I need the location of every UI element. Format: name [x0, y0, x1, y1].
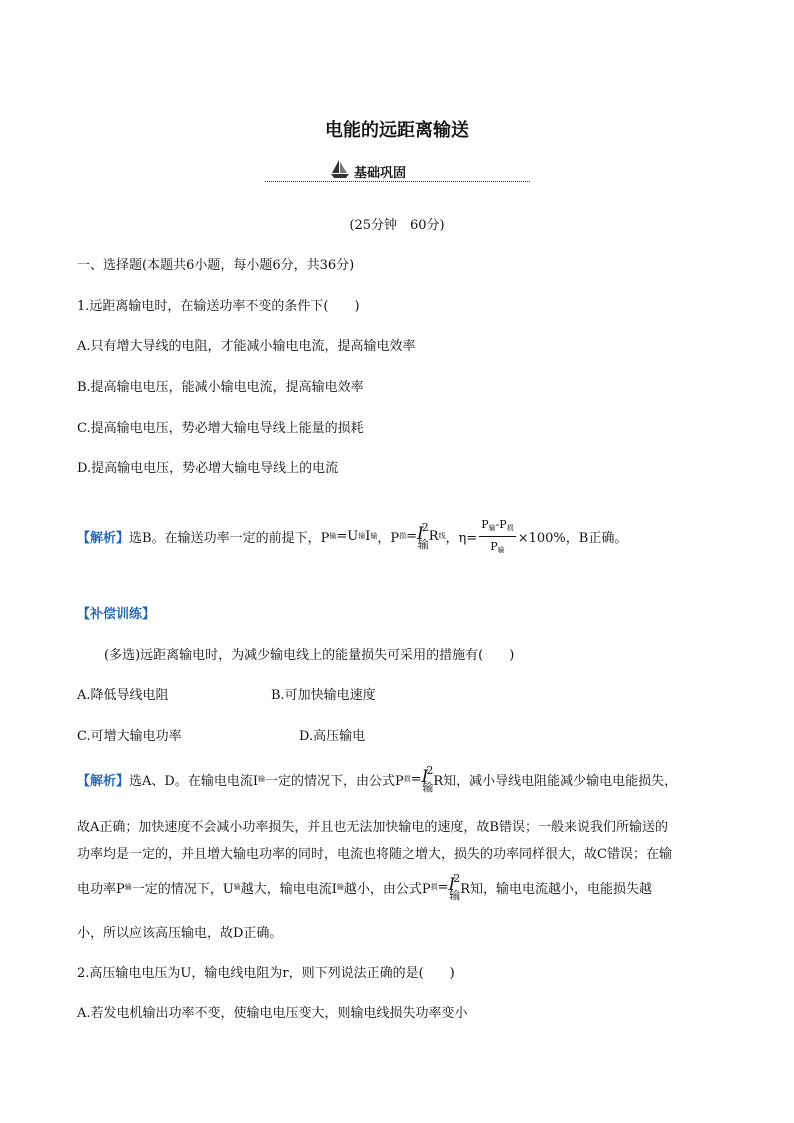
q1-option-a: A.只有增大导线的电阻，才能减小输电电流，提高输电效率 — [77, 339, 416, 354]
section-badge — [330, 160, 406, 182]
q1-option-d: D.提高输电电压，势必增大输电导线上的电流 — [77, 461, 339, 476]
q2-stem: 2.高压输电电压为U，输电线电阻为r，则下列说法正确的是( ) — [77, 966, 455, 981]
badge-label: 基础巩固 — [354, 165, 407, 181]
q1-stem: 1.远距离输电时，在输送功率不变的条件下( ) — [77, 299, 360, 314]
supp-analysis-line2: 故A正确；加快速度不会减小功率损失，并且也无法加快输电的速度，故B错误；一般来说我们所输送的 — [77, 820, 668, 835]
q1-option-b: B.提高输电电压，能减小输电电流，提高输电效率 — [77, 380, 364, 395]
analysis-label: 【解析】 — [77, 773, 130, 789]
supp-analysis-line3: 功率均是一定的，并且增大输电功率的同时，电流也将随之增大，损失的功率同样很大，故C错误；在输 — [77, 847, 672, 862]
efficiency-fraction: $\frac{P_输-P_损}{P_输}$ — [481, 517, 514, 554]
formula-i-squared: $I^2_输$ — [448, 871, 461, 902]
supp-analysis-line4: 电功率P 输 一定的情况下，U 输 越大，输电电流I 输 越小，由公式P 损 = $I^2_输$ R知，输电电流越小，电能损失越 — [77, 871, 653, 902]
supp-analysis-line5: 小，所以应该高压输电，故D正确。 — [77, 926, 283, 941]
supp-option-c: C.可增大输电功率 — [77, 729, 182, 744]
q1-option-c: C.提高输电电压，势必增大输电导线上能量的损耗 — [77, 421, 364, 436]
section-heading: 一、选择题(本题共6小题，每小题6分，共36分) — [77, 258, 355, 273]
supp-analysis-line1: 【解析】 选A、D。在输电电流I 输 一定的情况下，由公式P 损 = $I^2_输$ R知，减小导线电阻能减少输电电能损失， — [77, 763, 678, 794]
page-title: 电能的远距离输送 — [325, 120, 469, 141]
dotted-divider — [265, 181, 530, 182]
formula-i-squared: $I^2_输$ — [416, 520, 429, 551]
q2-option-a: A.若发电机输出功率不变，使输电电压变大，则输电线损失功率变小 — [77, 1006, 468, 1021]
q1-analysis: 【解析】 选B。在输送功率一定的前提下，P 输 =U 输 I 输 ，P 损 = $I^2_输$ R 线 ，η= $\frac{P_输-P_损}{P_输}$ ×100%，B正确。 — [77, 517, 628, 554]
supplement-label: 【补偿训练】 — [77, 607, 156, 622]
analysis-label: 【解析】 — [77, 530, 130, 546]
time-score: (25分钟 60分) — [349, 218, 445, 233]
supp-option-d: D.高压输电 — [299, 729, 366, 744]
supp-stem: (多选)远距离输电时，为减少输电线上的能量损失可采用的措施有( ) — [104, 648, 515, 663]
sailboat-icon — [330, 159, 350, 183]
formula-i-squared: $I^2_输$ — [421, 763, 434, 794]
supp-option-a: A.降低导线电阻 — [77, 688, 169, 703]
supp-option-b: B.可加快输电速度 — [271, 688, 376, 703]
